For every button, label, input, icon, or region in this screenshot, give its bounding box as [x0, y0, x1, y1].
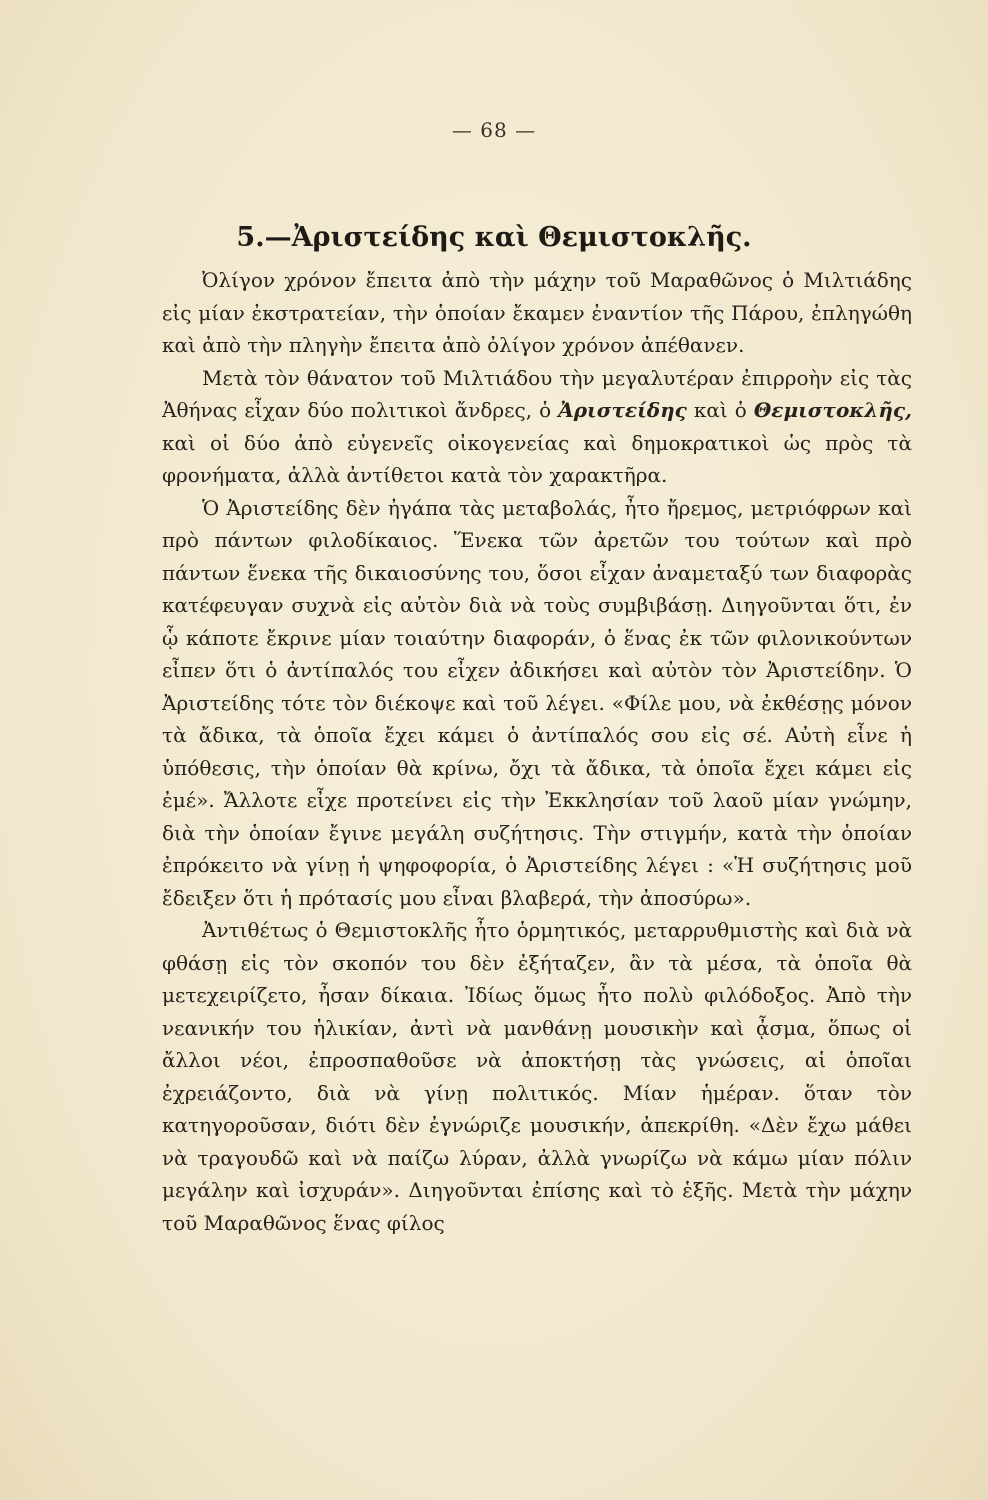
paragraph-2-text-b: καὶ ὁ — [686, 398, 754, 422]
paragraph-4: Ἀντιθέτως ὁ Θεμιστοκλῆς ἦτο ὁρμητικός, μεταρρυθμιστὴς καὶ διὰ νὰ φθάσῃ εἰς τὸν σκοπόν του δὲν ἐξήταζεν, ἂν τὰ μέσα, τὰ ὁποῖα θὰ μετεχειρίζετο, ἦσαν δίκαια. Ἰδίως ὅμως ἦτο πολὺ φιλόδοξος. Ἀπὸ τὴν νεανικήν του ἡλικίαν, ἀντὶ νὰ μανθάνῃ μουσικὴν καὶ ᾆσμα, ὅπως οἱ ἄλλοι νέοι, ἐπροσπαθοῦσε νὰ ἀποκτήσῃ τὰς γνώσεις, αἱ ὁποῖαι ἐχρειάζοντο, διὰ νὰ γίνῃ πολιτικός. Μίαν ἡμέραν. ὅταν τὸν κατηγοροῦσαν, διότι δὲν ἐγνώριζε μουσικήν, ἀπεκρίθη. «Δὲν ἔχω μάθει νὰ τραγουδῶ καὶ νὰ παίζω λύραν, ἀλλὰ γνωρίζω νὰ κάμω μίαν πόλιν μεγάλην καὶ ἰσχυράν». Διηγοῦνται ἐπίσης καὶ τὸ ἑξῆς. Μετὰ τὴν μάχην τοῦ Μαραθῶνος ἕνας φίλος — [162, 918, 912, 1235]
chapter-title: 5.—Ἀριστείδης καὶ Θεμιστοκλῆς. — [236, 222, 752, 253]
paragraph-2 — [162, 362, 912, 492]
paragraph-1: Ὀλίγον χρόνον ἔπειτα ἀπὸ τὴν μάχην τοῦ Μαραθῶνος ὁ Μιλτιάδης εἰς μίαν ἐκστρατείαν, τὴν ὁποίαν ἔκαμεν ἐναντίον τῆς Πάρου, ἐπληγώθη καὶ ἀπὸ τὴν πληγὴν ἔπειτα ἀπὸ ὀλίγον χρόνον ἀπέθανεν. — [162, 268, 912, 357]
name-themistokles: Θεμιστοκλῆς, — [753, 398, 912, 422]
paragraph-2-text-a: Μετὰ τὸν θάνατον τοῦ Μιλτιάδου τὴν μεγαλυτέραν ἐπιρροὴν εἰς τὰς Ἀθήνας εἶχαν δύο πολιτικοὶ ἄνδρες, ὁ — [162, 365, 912, 422]
paragraph-2-text-c: καὶ οἱ δύο ἀπὸ εὐγενεῖς οἰκογενείας καὶ δημοκρατικοὶ ὡς πρὸς τὰ φρονήματα, ἀλλὰ ἀντίθετοι κατὰ τὸν χαρακτῆρα. — [162, 430, 912, 487]
name-aristeides: Ἀριστείδης — [558, 398, 687, 422]
paragraph-3: Ὁ Ἀριστείδης δὲν ἠγάπα τὰς μεταβολάς, ἦτο ἤρεμος, μετριόφρων καὶ πρὸ πάντων φιλοδίκαιος. Ἕνεκα τῶν ἀρετῶν του τούτων καὶ πρὸ πάντων ἕνεκα τῆς δικαιοσύνης του, ὅσοι εἶχαν ἀναμεταξύ των διαφορὰς κατέφευγαν συχνὰ εἰς αὐτὸν διὰ νὰ τοὺς συμβιβάσῃ. Διηγοῦνται ὅτι, ἐν ᾧ κάποτε ἔκρινε μίαν τοιαύτην διαφοράν, ὁ ἕνας ἐκ τῶν φιλονικούντων εἶπεν ὅτι ὁ ἀντίπαλός του εἶχεν ἀδικήσει καὶ αὐτὸν τὸν Ἀριστείδην. Ὁ Ἀριστείδης τότε τὸν διέκοψε καὶ τοῦ λέγει. «Φίλε μου, νὰ ἐκθέσῃς μόνον τὰ ἄδικα, τὰ ὁποῖα ἔχει κάμει ὁ ἀντίπαλός σου εἰς σέ. Αὐτὴ εἶνε ἡ ὑπόθεσις, τὴν ὁποίαν θὰ κρίνω, ὄχι τὰ ἄδικα, τὰ ὁποῖα ἔχει κάμει εἰς ἐμέ». Ἄλλοτε εἶχε προτείνει εἰς τὴν Ἐκκλησίαν τοῦ λαοῦ μίαν γνώμην, διὰ τὴν ὁποίαν ἔγινε μεγάλη συζήτησις. Τὴν στιγμήν, κατὰ τὴν ὁποίαν ἐπρόκειτο νὰ γίνῃ ἡ ψηφοφορία, ὁ Ἀριστείδης λέγει : «Ἡ συζήτησις μοῦ ἔδειξεν ὅτι ἡ πρότασίς μου εἶναι βλαβερά, τὴν ἀποσύρω». — [162, 495, 912, 910]
body-text — [162, 264, 912, 1239]
page-number: — 68 — — [451, 118, 537, 142]
